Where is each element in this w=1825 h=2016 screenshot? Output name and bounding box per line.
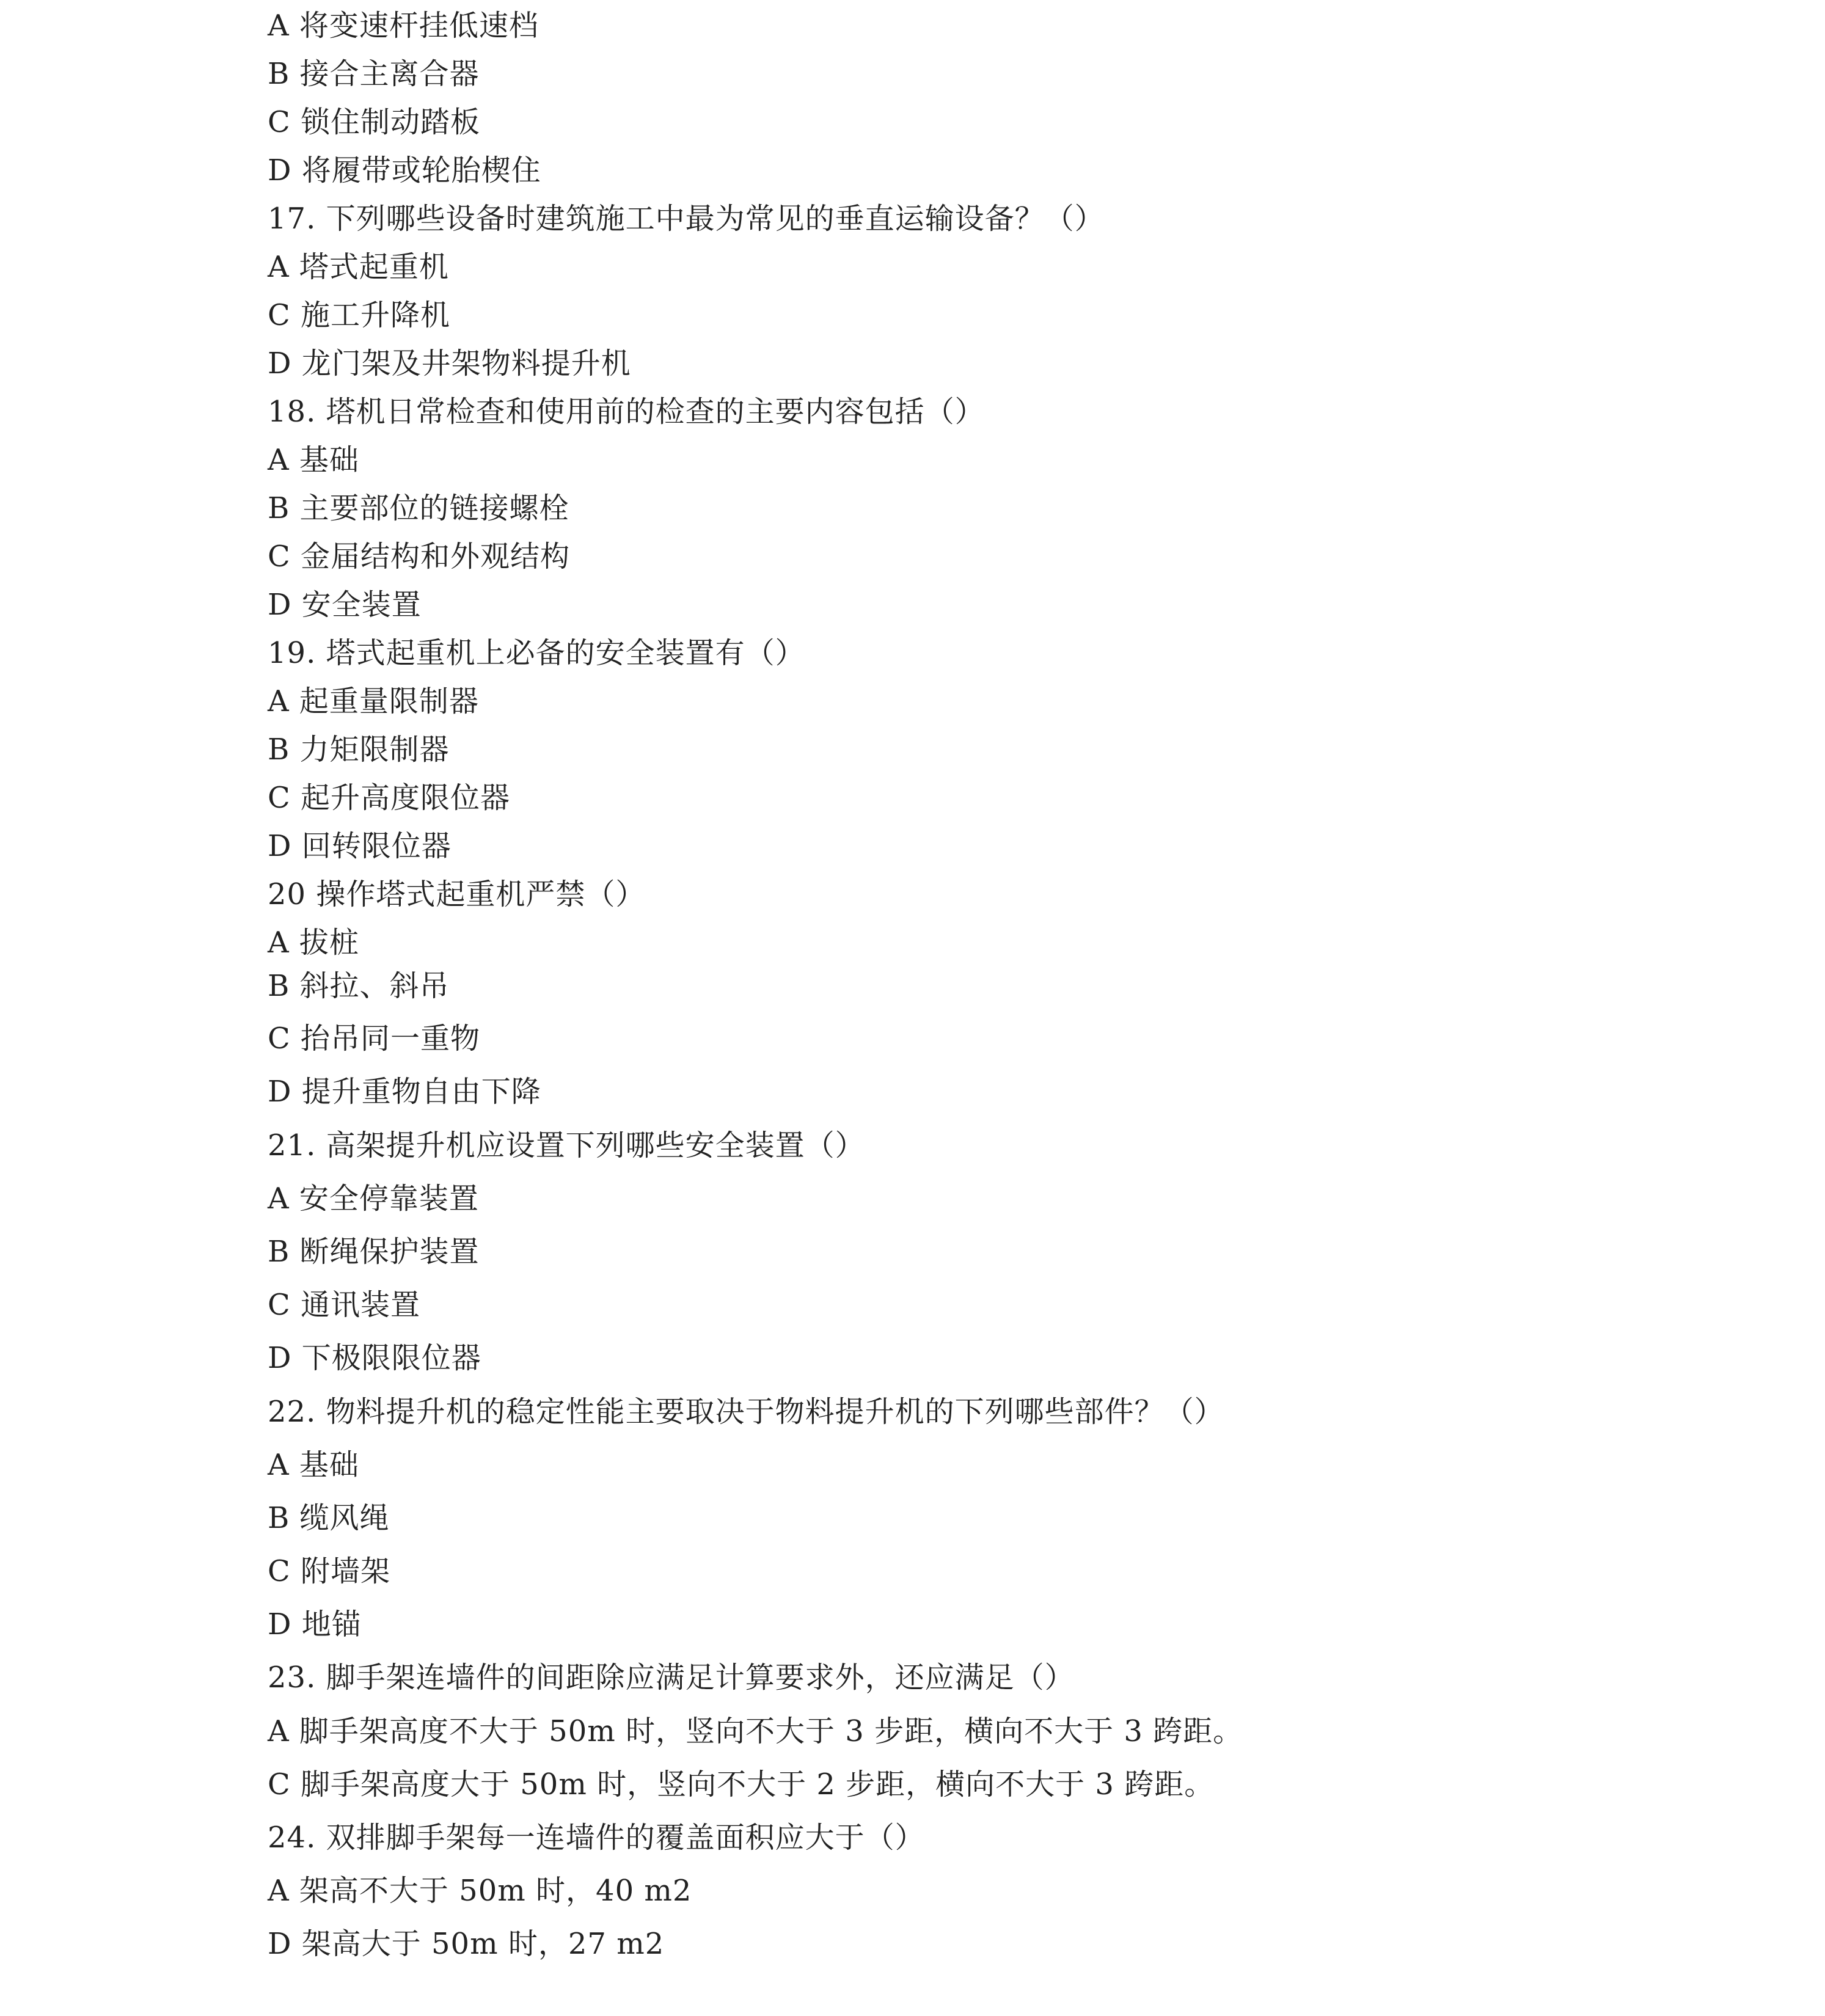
option-line: A 安全停靠装置 [268,1181,479,1216]
option-line: C 附墙架 [268,1554,390,1588]
option-line: C 金届结构和外观结构 [268,539,570,574]
option-line: D 龙门架及井架物料提升机 [268,346,631,381]
option-line: B 主要部位的链接螺栓 [268,491,569,525]
option-line: C 锁住制动踏板 [268,105,480,139]
option-line: C 施工升降机 [268,298,450,332]
option-line: A 脚手架高度不大于 50m 时，竖向不大于 3 步距，横向不大于 3 跨距。 [268,1714,1243,1748]
option-line: D 地锚 [268,1607,362,1642]
question-line: 18. 塔机日常检查和使用前的检查的主要内容包括（） [268,395,985,429]
option-line: D 下极限限位器 [268,1341,481,1375]
question-line: 24. 双排脚手架每一连墙件的覆盖面积应大于（） [268,1821,925,1855]
option-line: A 将变速杆挂低速档 [268,9,539,43]
question-line: 22. 物料提升机的稳定性能主要取决于物料提升机的下列哪些部件？（） [268,1395,1224,1429]
option-line: D 回转限位器 [268,829,452,863]
option-line: C 抬吊同一重物 [268,1021,480,1056]
option-line: A 起重量限制器 [268,684,479,718]
option-line: D 安全装置 [268,588,422,622]
option-line: A 塔式起重机 [268,250,449,284]
option-line: C 脚手架高度大于 50m 时，竖向不大于 2 步距，横向不大于 3 跨距。 [268,1767,1215,1802]
option-line: A 拔桩 [268,926,359,960]
option-line: C 起升高度限位器 [268,781,510,815]
question-line: 17. 下列哪些设备时建筑施工中最为常见的垂直运输设备？（） [268,202,1105,236]
option-line: B 接合主离合器 [268,57,480,91]
question-line: 23. 脚手架连墙件的间距除应满足计算要求外，还应满足（） [268,1660,1075,1695]
option-line: B 断绳保护装置 [268,1235,480,1269]
question-line: 20 操作塔式起重机严禁（） [268,877,646,911]
option-line: D 提升重物自由下降 [268,1075,541,1109]
option-line: B 力矩限制器 [268,732,450,767]
option-line: D 架高大于 50m 时，27 m2 [268,1927,665,1961]
option-line: A 架高不大于 50m 时，40 m2 [268,1874,692,1908]
question-line: 19. 塔式起重机上必备的安全装置有（） [268,636,805,670]
option-line: A 基础 [268,443,359,477]
option-line: D 将履带或轮胎楔住 [268,153,541,188]
question-line: 21. 高架提升机应设置下列哪些安全装置（） [268,1128,865,1163]
option-line: B 缆风绳 [268,1501,390,1535]
option-line: C 通讯装置 [268,1288,420,1322]
option-line: A 基础 [268,1448,359,1482]
option-line: B 斜拉、斜吊 [268,969,450,1003]
